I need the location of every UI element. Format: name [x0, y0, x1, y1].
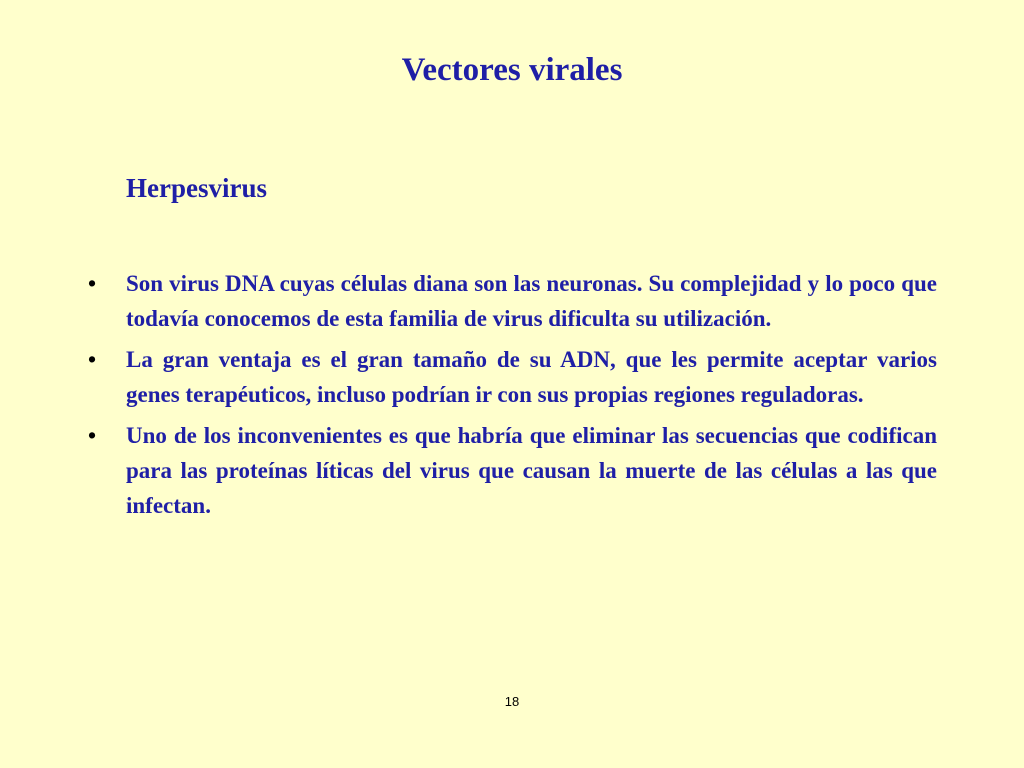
slide-subtitle: Herpesvirus — [126, 173, 267, 203]
bullet-item — [0, 418, 1024, 523]
page-number: 18 — [504, 694, 520, 709]
bullet-icon: • — [88, 270, 97, 296]
bullet-icon: • — [88, 422, 97, 448]
bullet-item — [0, 266, 1024, 336]
bullet-text: La gran ventaja es el gran tamaño de su ADN, que les permite aceptar varios genes terapéuticos, incluso podrían ir con sus propias regiones reguladoras. — [126, 347, 937, 407]
bullet-icon: • — [88, 346, 97, 372]
bullet-text: Uno de los inconvenientes es que habría que eliminar las secuencias que codifican para las proteínas líticas del virus que causan la muerte de las células a las que infectan. — [126, 423, 937, 518]
bullet-item — [0, 342, 1024, 412]
bullet-list — [0, 266, 1024, 529]
bullet-text: Son virus DNA cuyas células diana son las neuronas. Su complejidad y lo poco que todavía conocemos de esta familia de virus dificulta su utilización. — [126, 271, 937, 331]
slide-title: Vectores virales — [401, 52, 623, 88]
